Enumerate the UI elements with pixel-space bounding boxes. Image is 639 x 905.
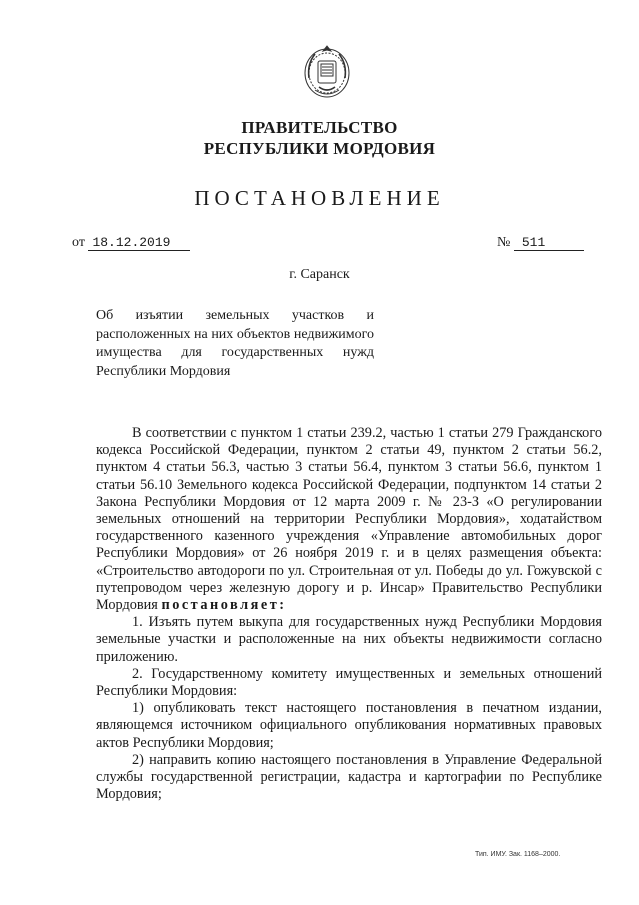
document-subject: Об изъятии земельных участков и расположенных на них объектов недвижимого имущества для государственных нужд Республики Мордовия <box>96 308 374 379</box>
city: г. Саранск <box>289 267 350 282</box>
number-value: 511 <box>514 235 584 251</box>
body-item-1: 1. Изъять путем выкупа для государственных нужд Республики Мордовия земельные участки и расположенные на них объекты недвижимости согласно приложению. <box>96 614 602 665</box>
republic-coat-of-arms-icon <box>301 42 353 100</box>
government-name-line1: ПРАВИТЕЛЬСТВО <box>241 118 398 137</box>
document-title: ПОСТАНОВЛЕНИЕ <box>194 186 445 210</box>
intro-text: В соответствии с пунктом 1 статьи 239.2, частью 1 статьи 279 Гражданского кодекса Российской Федерации, пунктом 2 статьи 49, пунктом 2 статьи 56.2, пунктом 4 статьи 56.3, частью 3 статьи 56.4, пунктом 3 статьи 56.6, пунктом 1 статьи 56.10 Земельного кодекса Российской Федерации, подпунктом 14 статьи 2 Закона Республики Мордовия от 12 марта 2009 г. № 23-З «О регулировании земельных отношений на территории Республики Мордовия», ходатайством государственного казенного учреждения «Управление автомобильных дорог Республики Мордовия» от 26 ноября 2019 г. и в целях размещения объекта: «Строительство автодороги по ул. Строительная от ул. Победы до ул. Гожувской с путепроводом через железную дорогу и р. Инсар» Правительство Республики Мордовия <box>96 425 602 614</box>
body-item-2-1: 1) опубликовать текст настоящего постановления в печатном издании, являющемся источником официального опубликования нормативных правовых актов Республики Мордовия; <box>96 700 602 751</box>
body-paragraph-intro <box>96 425 602 614</box>
date-field <box>72 235 190 251</box>
document-body <box>96 425 602 803</box>
number-prefix: № <box>497 235 511 250</box>
print-imprint: Тип. ИМУ. Зак. 1168–2000. <box>475 851 561 858</box>
resolves-word: постановляет: <box>161 597 287 614</box>
date-prefix: от <box>72 235 85 250</box>
date-value: 18.12.2019 <box>88 235 190 251</box>
body-item-2-2: 2) направить копию настоящего постановления в Управление Федеральной службы государственной регистрации, кадастра и картографии по Республике Мордовия; <box>96 751 602 803</box>
body-item-2: 2. Государственному комитету имущественных и земельных отношений Республики Мордовия: <box>96 665 602 700</box>
number-field <box>497 235 584 251</box>
government-name-line2: РЕСПУБЛИКИ МОРДОВИЯ <box>203 139 436 158</box>
